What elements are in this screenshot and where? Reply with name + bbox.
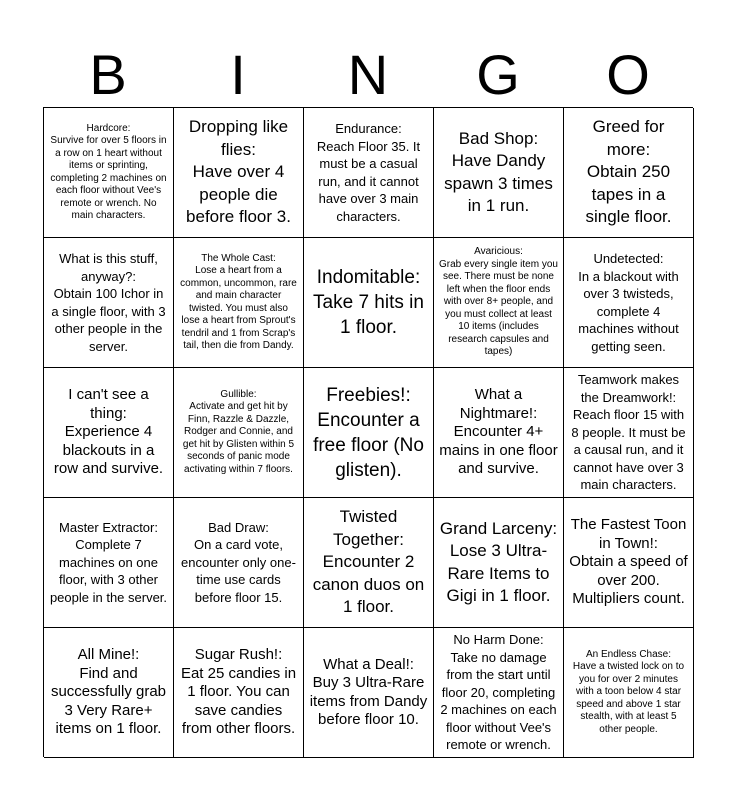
header-letter-i: I — [230, 43, 246, 106]
bingo-cell[interactable] — [434, 238, 564, 368]
bingo-cell[interactable] — [434, 498, 564, 628]
cell-text: What a Nightmare!: Encounter 4+ mains in one floor and survive. — [439, 386, 558, 478]
cell-text: What a Deal!: Buy 3 Ultra-Rare items from Dandy before floor 10. — [309, 655, 428, 728]
cell-text: Teamwork makes the Dreamwork!: Reach floor 15 with 8 people. It must be a causal run, and it cannot have over 3 main characters. — [571, 372, 686, 493]
bingo-cell[interactable] — [564, 498, 694, 628]
cell-text: No Harm Done: Take no damage from the start until floor 20, completing 2 machines on each floor without Vee's remote or wrench. — [440, 632, 557, 753]
cell-text: Undetected: In a blackout with over 3 twisteds, complete 4 machines without getting seen. — [578, 251, 679, 354]
bingo-cell[interactable] — [174, 628, 304, 758]
cell-text: The Whole Cast: Lose a heart from a common, uncommon, rare and main character twisted. You must also lose a heart from Sprout's tendril and 1 from Scrap's tail, then die from Dandy. — [180, 252, 297, 351]
bingo-cell[interactable] — [564, 238, 694, 368]
cell-text: Greed for more: Obtain 250 tapes in a single floor. — [585, 117, 672, 227]
cell-text: Gullible: Activate and get hit by Finn, Razzle & Dazzle, Rodger and Connie, and get hit by Glisten within 5 seconds of panic mode activating within 7 floors. — [182, 388, 295, 475]
header-letter-o: O — [606, 43, 650, 106]
bingo-cell[interactable] — [44, 628, 174, 758]
bingo-cell[interactable] — [174, 368, 304, 498]
bingo-header — [43, 40, 693, 110]
bingo-cell[interactable] — [564, 108, 694, 238]
cell-text: All Mine!: Find and successfully grab 3 Very Rare+ items on 1 floor. — [50, 646, 167, 738]
bingo-cell[interactable] — [174, 238, 304, 368]
cell-text: Bad Shop: Have Dandy spawn 3 times in 1 run. — [444, 128, 553, 215]
bingo-cell[interactable] — [44, 368, 174, 498]
cell-text: Twisted Together: Encounter 2 canon duos on 1 floor. — [312, 507, 425, 617]
cell-text: Avaricious: Grab every single item you see. There must be none left when the floor ends with over 8+ people, and you must collect at least 10 items (includes research capsules and tapes) — [439, 246, 558, 358]
cell-text: Hardcore: Survive for over 5 floors in a row on 1 heart without items or sprinting, completing 2 machines on each floor without Vee's remote or wrench. No main characters. — [50, 122, 167, 221]
bingo-cell[interactable] — [174, 108, 304, 238]
bingo-cell[interactable] — [44, 238, 174, 368]
cell-text: Master Extractor: Complete 7 machines on one floor, with 3 other people in the server. — [49, 519, 168, 605]
header-letter-n: N — [347, 43, 389, 106]
cell-text: Endurance: Reach Floor 35. It must be a casual run, and it cannot have over 3 main characters. — [316, 121, 421, 224]
bingo-cell[interactable] — [304, 238, 434, 368]
header-letter-g: G — [476, 43, 520, 106]
cell-text: An Endless Chase: Have a twisted lock on to you for over 2 minutes with a toon below 4 star speed and above 1 star stealth, with at least 5 other people. — [572, 648, 685, 735]
bingo-cell[interactable] — [304, 368, 434, 498]
bingo-cell[interactable] — [304, 108, 434, 238]
cell-text: Freebies!: Encounter a free floor (No glisten). — [313, 384, 424, 481]
cell-text: The Fastest Toon in Town!: Obtain a speed of over 200. Multipliers count. — [569, 516, 688, 608]
cell-text: Indomitable: Take 7 hits in 1 floor. — [313, 267, 424, 338]
cell-text: Bad Draw: On a card vote, encounter only one-time use cards before floor 15. — [181, 519, 296, 605]
header-letter-b: B — [89, 43, 127, 106]
bingo-cell[interactable] — [564, 628, 694, 758]
bingo-grid — [43, 107, 693, 757]
bingo-cell[interactable] — [434, 368, 564, 498]
bingo-cell[interactable] — [174, 498, 304, 628]
cell-text: I can't see a thing: Experience 4 blackouts in a row and survive. — [53, 386, 164, 478]
bingo-cell[interactable] — [434, 628, 564, 758]
bingo-cell[interactable] — [434, 108, 564, 238]
bingo-cell[interactable] — [564, 368, 694, 498]
cell-text: Sugar Rush!: Eat 25 candies in 1 floor. You can save candies from other floors. — [180, 646, 297, 738]
bingo-cell[interactable] — [304, 498, 434, 628]
bingo-cell[interactable] — [44, 498, 174, 628]
cell-text: Grand Larceny: Lose 3 Ultra-Rare Items to Gigi in 1 floor. — [439, 518, 558, 605]
cell-text: What is this stuff, anyway?: Obtain 100 Ichor in a single floor, with 3 other people in the server. — [51, 251, 166, 354]
bingo-cell[interactable] — [44, 108, 174, 238]
cell-text: Dropping like flies: Have over 4 people die before floor 3. — [186, 117, 291, 227]
bingo-cell[interactable] — [304, 628, 434, 758]
